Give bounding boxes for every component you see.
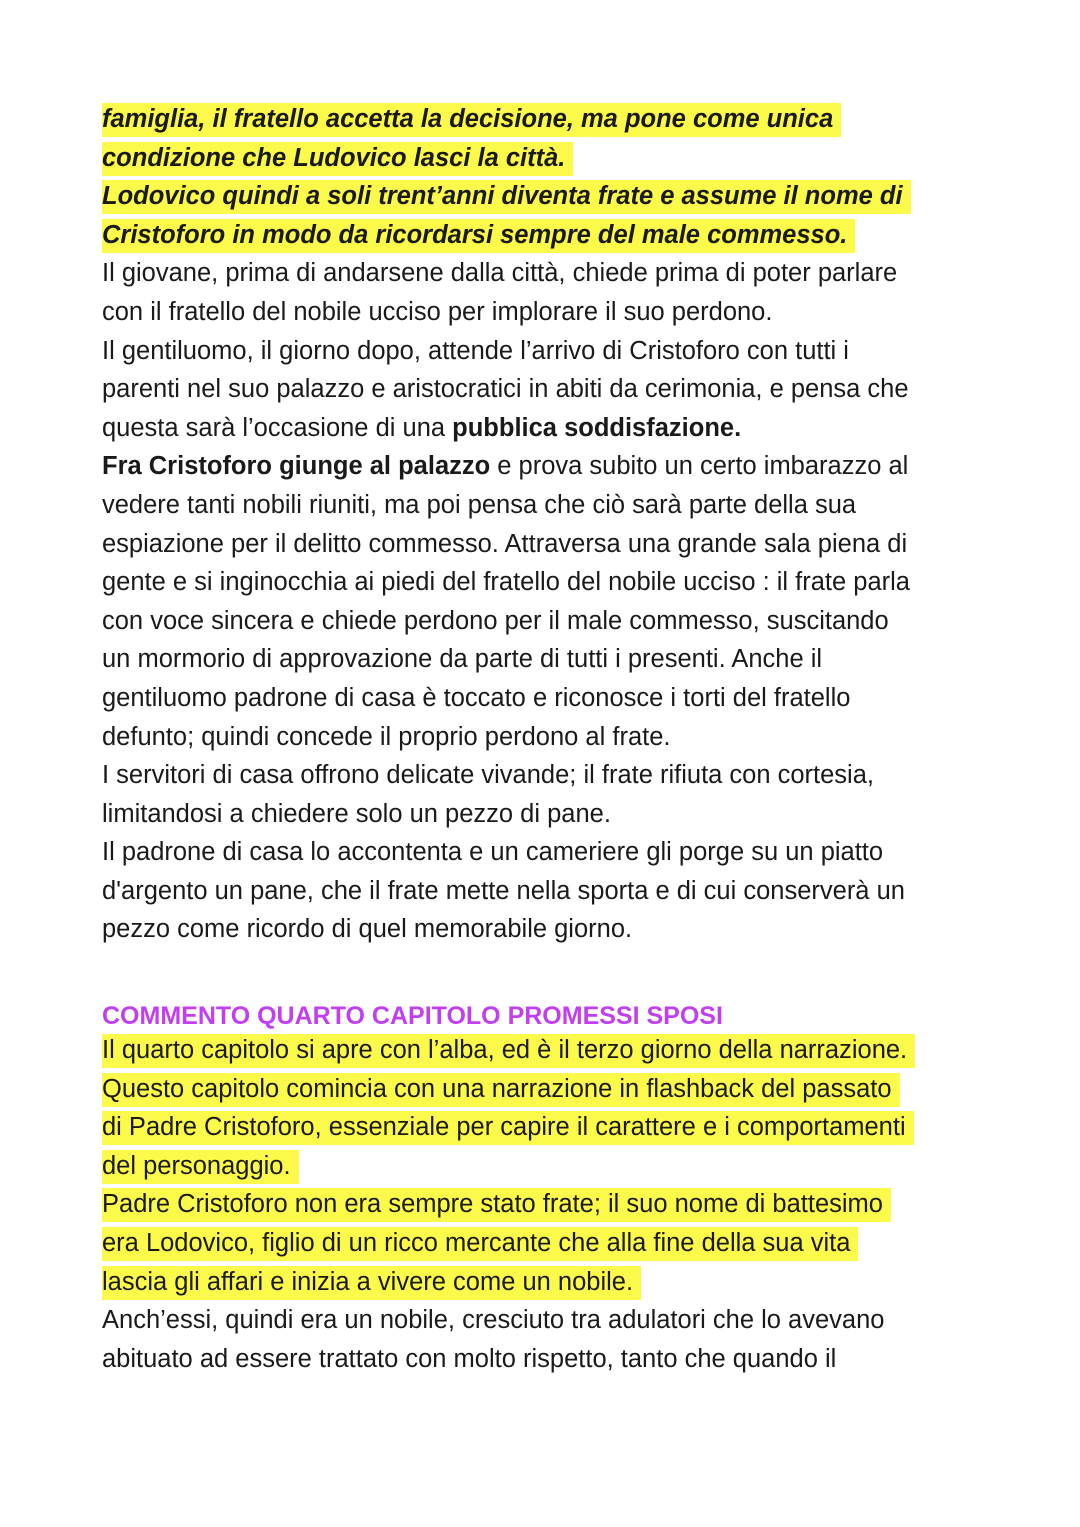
text-line: con il fratello del nobile ucciso per implorare il suo perdono. — [102, 297, 773, 326]
text-line: Il padrone di casa lo accontenta e un cameriere gli porge su un piatto — [102, 838, 884, 867]
text-line: famiglia, il fratello accetta la decisione, ma pone come unica — [102, 100, 1002, 139]
text-line: pezzo come ricordo di quel memorabile giorno. — [102, 915, 633, 944]
text-line: Anch’essi, quindi era un nobile, cresciuto tra adulatori che lo avevano — [102, 1306, 885, 1335]
text-line: abituato ad essere trattato con molto rispetto, tanto che quando il — [102, 1344, 837, 1373]
text-line: defunto; quindi concede il proprio perdono al frate. — [102, 722, 671, 751]
text-line: Cristoforo in modo da ricordarsi sempre del male commesso. — [102, 216, 1002, 255]
text-line: del personaggio. — [102, 1147, 1002, 1186]
text-line: vedere tanti nobili riuniti, ma poi pensa che ciò sarà parte della sua — [102, 490, 857, 519]
section-heading: COMMENTO QUARTO CAPITOLO PROMESSI SPOSI — [102, 1002, 723, 1031]
text-line: parenti nel suo palazzo e aristocratici in abiti da cerimonia, e pensa che — [102, 375, 909, 404]
text-line: era Lodovico, figlio di un ricco mercante che alla fine della sua vita — [102, 1224, 1002, 1263]
text-line: questa sarà l’occasione di una pubblica soddisfazione. — [102, 413, 742, 442]
paragraph-highlighted-intro — [102, 100, 1002, 254]
text-line: Il gentiluomo, il giorno dopo, attende l’arrivo di Cristoforo con tutti i — [102, 336, 849, 365]
text-line: gentiluomo padrone di casa è toccato e riconosce i torti del fratello — [102, 683, 851, 712]
text-line: Lodovico quindi a soli trent’anni diventa frate e assume il nome di — [102, 177, 1002, 216]
section-spacer — [102, 949, 1002, 1001]
text-line: I servitori di casa offrono delicate vivande; il frate rifiuta con cortesia, — [102, 761, 874, 790]
text-line: con voce sincera e chiede perdono per il male commesso, suscitando — [102, 606, 889, 635]
paragraph-giovane — [102, 254, 1002, 447]
bold-phrase: pubblica soddisfazione. — [452, 413, 742, 442]
text-line: d'argento un pane, che il frate mette nella sporta e di cui conserverà un — [102, 876, 905, 905]
text-line: Fra Cristoforo giunge al palazzo e prova subito un certo imbarazzo al — [102, 452, 909, 481]
text-line: di Padre Cristoforo, essenziale per capire il carattere e i comportamenti — [102, 1108, 1002, 1147]
text-line: gente e si inginocchia ai piedi del fratello del nobile ucciso : il frate parla — [102, 568, 910, 597]
text-line: un mormorio di approvazione da parte di tutti i presenti. Anche il — [102, 645, 823, 674]
text-line: Padre Cristoforo non era sempre stato frate; il suo nome di battesimo — [102, 1185, 1002, 1224]
text-line: Il giovane, prima di andarsene dalla città, chiede prima di poter parlare — [102, 259, 898, 288]
paragraph-highlighted-commento — [102, 1031, 1002, 1301]
text-line: Il quarto capitolo si apre con l’alba, ed è il terzo giorno della narrazione. — [102, 1031, 1002, 1070]
text-line: condizione che Ludovico lasci la città. — [102, 139, 1002, 178]
text-line: lascia gli affari e inizia a vivere come un nobile. — [102, 1263, 1002, 1302]
text-line: espiazione per il delitto commesso. Attraversa una grande sala piena di — [102, 529, 908, 558]
text-line: Questo capitolo comincia con una narrazione in flashback del passato — [102, 1070, 1002, 1109]
bold-phrase: Fra Cristoforo giunge al palazzo — [102, 452, 491, 481]
text-line: limitandosi a chiedere solo un pezzo di pane. — [102, 799, 611, 828]
document-page — [102, 100, 1002, 1378]
paragraph-fra-cristoforo — [102, 447, 1002, 949]
paragraph-anchessi — [102, 1301, 1002, 1378]
